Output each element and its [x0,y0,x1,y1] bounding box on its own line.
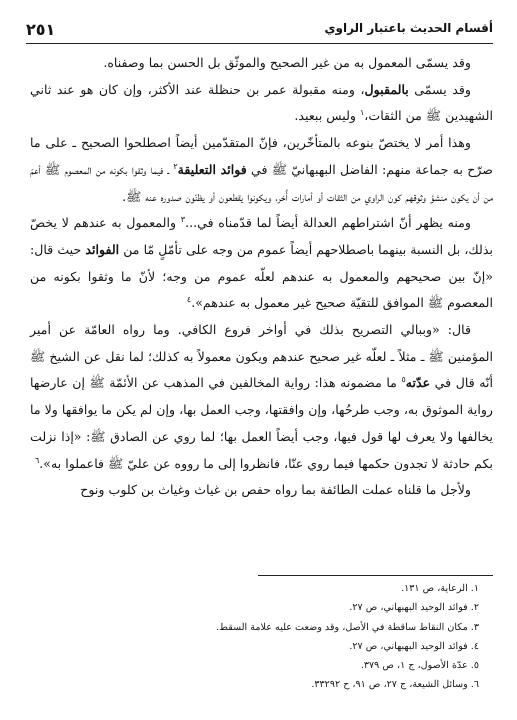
paragraph-1-text: وقد يسمّى المعمول به من غير الصحيح والموثّق بل الحسن بما وصفناه. [103,55,471,70]
footnote-ref-4: ٤ [186,295,192,305]
footnote-2: ٢. فوائد الوحيد البهبهاني، ص ٢٧. [349,602,479,614]
paragraph-3 [30,130,493,210]
footnote-ref-6: ٦ [34,455,40,465]
footnote-4: ٤. فوائد الوحيد البهبهاني، ص ٢٧. [349,640,479,652]
paragraph-6 [30,477,493,504]
term-maqbul: بالمقبول [364,81,409,97]
footnote-ref-1: ١ [360,108,365,118]
running-title: أقسام الحديث باعتبار الراوي [324,21,493,35]
footnote-5: ٥. عدّة الأصول، ج ١، ص ٣٧٩. [360,660,479,672]
footnote-6: ٦. وسائل الشيعة، ج ٢٧، ص ٩١، ح ٣٣٢٩٢. [311,679,479,691]
book-title-fawaid: الفوائد [85,241,120,257]
paragraph-5 [30,317,493,477]
paragraph-4-text-c: حيث قال: «إنّ بين صحيحهم والمعمول به عندهم لعلّه عموم من وجه؛ لأنّ ما وثقوا بكونه من المعصوم ﷺ الموافق للتقيّة صحيح غير معمول به عندهم». [30,241,493,311]
paragraph-6-text: ولأجل ما قلناه عملت الطائفة بما رواه حفص بن غياث وغياث بن كلوب ونوح [80,482,471,498]
paragraph-2-text-b: ، ومنه مقبولة عمر بن حنظلة عند الأكثر، وإن كان هو عند ثاني الشهيدين ﷺ من الثقات، [30,81,493,124]
footnote-ref-3: ٣ [180,215,186,225]
book-title-uddah: عدّته [405,375,431,391]
footnote-ref-5: ٥ [401,375,406,385]
footnotes [30,579,479,695]
paragraph-3-text-b: ـ فيما وثقوا بكونه من المعصوم ﷺ أعمّ من أن يكون منشؤ وثوقهم كون الراوي من الثقات أو أمارات أُخر، ويكونوا يقطعون أو يظنّون صدوره عنه ﷺ. [30,161,493,204]
paragraph-2-text-c: وليس ببعيد. [294,108,360,124]
paragraph-1 [30,50,493,77]
paragraph-5-text-b: ما مضمونه هذا: رواية المخالفين في المذهب عن الأئمّة ﷺ إن عارضها رواية الموثوق به، وجب طرحُها، وإن وافقتها، وجب العمل بها، وإن لم يكن ما يوافقها ولا ما يخالفها ولا يعرف لها قول فيها، وجب أيضاً العمل بها؛ لما روي عن الصادق ﷺ: «إذا نزلت بكم حادثة لا تجدون حكمها فيما روي عنّا، فانظروا إلى ما رووه عن عليّ ﷺ فاعملوا به». [30,375,493,471]
paragraph-2 [30,77,493,130]
page-header [26,20,493,42]
footnote-rule [258,575,493,576]
page-number: ٢٥١ [26,20,56,39]
footnote-1: ١. الرعاية، ص ١٣١. [401,583,479,594]
footnote-3: ٣. مكان النقاط ساقطة في الأصل، وقد وضعت عليه علامة السقط. [216,621,479,633]
header-rule [26,43,493,44]
paragraph-3-text-a: وهذا أمر لا يختصّ بنوعه بالمتأخّرين، فإنّ المتقدّمين أيضاً اصطلحوا الصحيح ـ على ما صرّح به جماعة منهم: الفاضل البهبهانيّ ﷺ في [30,135,493,177]
main-text [30,50,493,504]
paragraph-4-text-a: ومنه يظهر أنّ اشتراطهم العدالة أيضاً لما قدّمناه في... [185,215,472,231]
paragraph-4-text-b: والمعمول به عندهم لا يخصّ بذلك، بل النسبة بينهما باصطلاحهم أيضاً عموم من وجه على تأمّلٍ مّا من [30,215,493,257]
footnote-ref-2: ٢ [173,161,178,171]
paragraph-2-text-a: وقد يسمّى [408,81,471,97]
book-title-fawaid-taliqa: فوائد التعليقة [177,161,247,177]
paragraph-5-text-a: قال: «وببالي التصريح بذلك في أواخر فروع الكافي. وما رواه العامّة عن أمير المؤمنين ﷺ ـ مثلاً ـ لعلّه غير صحيح عندهم ويكون معمولاً به كذلك؛ لما نقل عن الشيخ ﷺ أنّه قال في [30,322,493,391]
paragraph-4 [30,210,493,317]
